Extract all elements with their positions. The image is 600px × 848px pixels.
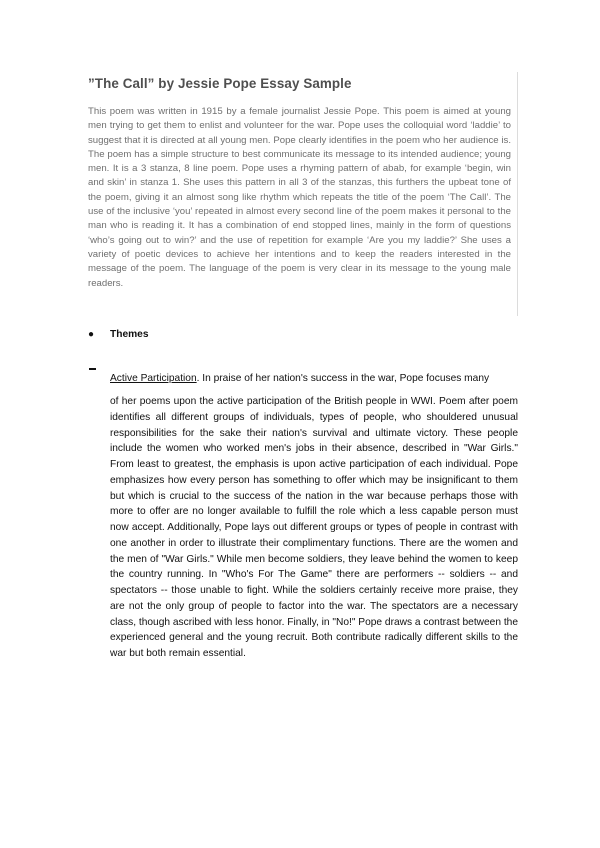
essay-title: ”The Call” by Jessie Pope Essay Sample [88, 76, 352, 91]
intro-paragraph: This poem was written in 1915 by a female journalist Jessie Pope. This poem is aimed at young men trying to get them to enlist and volunteer for the war. Pope uses the colloquial word ‘laddie’ to suggest that it is directed at all young men. Pope clearly identifies in the poem who her audience is. The poem has a simple structure to best communicate its message to its intended audience; young men. It is a 3 stanza, 8 line poem. Pope uses a rhyming pattern of abab, for example ‘begin, win and skin’ in stanza 1. She uses this pattern in all 3 of the stanzas, this furthers the upbeat tone of the poem, giving it an almost song like rhythm which repeats the title of the poem ‘The Call’. The use of the inclusive ‘you’ repeated in almost every second line of the poem makes it personal to the man who is reading it. It has a combination of end stopped lines, mainly in the form of questions ‘who’s going out to win?’ and the use of repetition for example ‘Are you my laddie?’ She uses a variety of poetic devices to achieve her intentions and to keep the readers interested in the message of the poem. The language of the poem is very clear in its message to the young male readers. [88, 106, 511, 289]
section-body: of her poems upon the active participation of the British people in WWI. Poem after poem identifies all different groups of individuals, types of people, who shouldered unusual responsibilities for the sake their nation's survival and ultimate victory. These people include the women who worked men's jobs in their absence, described in "War Girls." From least to greatest, the emphasis is upon active participation of each individual. Pope emphasizes how every person has something to offer which may be insignificant to them but which is crucial to the success of the nation in the war because perhaps those with more to offer are no longer available to fulfill the role which a less capable person must now accept. Additionally, Pope lays out different groups or types of people in contrast with one another in order to illustrate their complimentary functions. There are the women and the men of "War Girls." While men become soldiers, they leave behind the women to keep the country running. In "Who's For The Game" there are performers -- soldiers -- and spectators -- those unable to fight. While the soldiers certainly receive more praise, they are not the only group of people to factor into the war. The spectators are a necessary class, though ascribed with less honor. Finally, in "No!" Pope draws a contrast between the experienced general and the young recruit. Both contribute radically different skills to the war but both remain essential. [110, 396, 518, 659]
vertical-divider [517, 72, 518, 316]
section-first-line-text: . In praise of her nation's success in the war, Pope focuses many [196, 373, 490, 384]
bullet-icon: ● [88, 329, 95, 340]
themes-heading [88, 329, 149, 340]
dash-marker [89, 368, 96, 370]
themes-label: Themes [110, 329, 149, 340]
section-first-line [110, 373, 489, 384]
section-heading: Active Participation [110, 373, 197, 384]
